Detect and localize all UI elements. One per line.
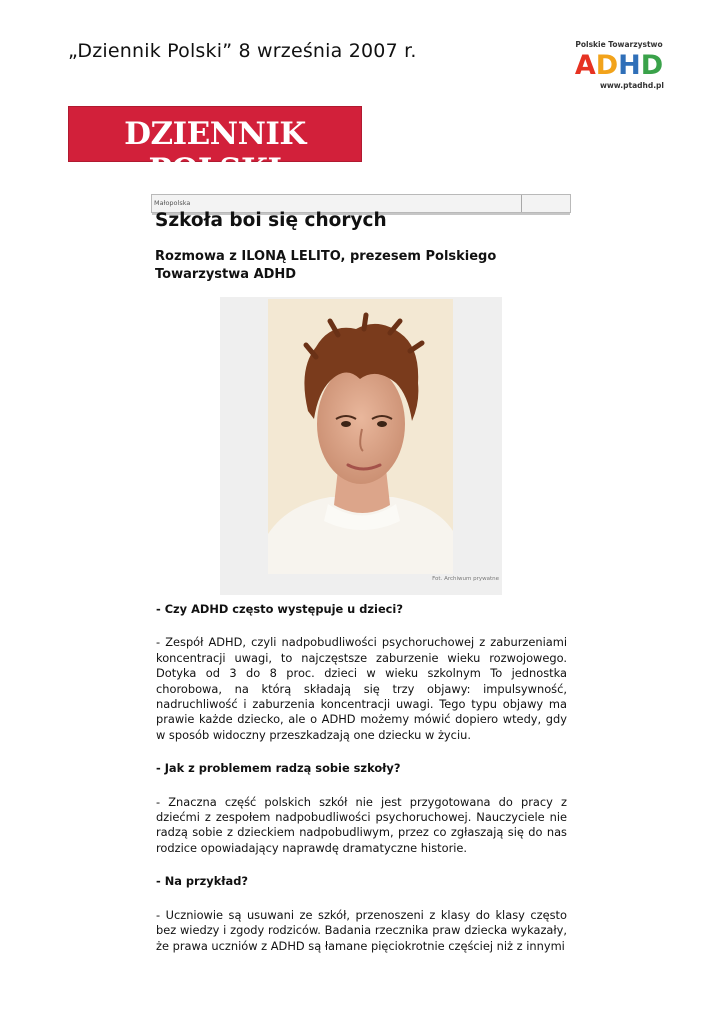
answer: - Uczniowie są usuwani ze szkół, przenoszeni z klasy do klasy często bez wiedzy i zgody rodziców. Badania rzecznika praw dziecka wykazały, że prawa uczniów z ADHD są łamane pięciokrotnie częściej niż z innymi: [156, 907, 567, 953]
article-title: Szkoła boi się chorych: [155, 210, 387, 231]
article-body: [156, 602, 567, 972]
question: - Na przykład?: [156, 874, 248, 889]
source-citation: „Dziennik Polski” 8 września 2007 r.: [68, 40, 417, 62]
ptadhd-logo: [574, 40, 664, 90]
photo-frame: [220, 297, 502, 595]
ptadhd-url[interactable]: www.ptadhd.pl: [599, 81, 664, 90]
adhd-letter: A: [574, 50, 596, 81]
answer: - Znaczna część polskich szkół nie jest przygotowana do pracy z dziećmi z zespołem nadpobudliwości psychoruchowej. Nauczyciele nie radzą sobie z dzieckiem nadpobudliwym, przez co zgłaszają się do nas rodzice opowiadający naprawdę dramatyczne historie.: [156, 794, 567, 855]
adhd-letter: H: [618, 50, 641, 81]
adhd-logo-letters: [574, 50, 664, 80]
section-label[interactable]: Małopolska: [154, 199, 191, 207]
ptadhd-org-name: Polskie Towarzystwo: [575, 40, 663, 49]
portrait-photo: [268, 299, 453, 574]
article-lead: Rozmowa z ILONĄ LELITO, prezesem Polskiego Towarzystwa ADHD: [155, 249, 497, 282]
question: - Jak z problemem radzą sobie szkoły?: [156, 761, 401, 776]
newspaper-masthead: [68, 106, 362, 188]
masthead-title: DZIENNIK POLSKI: [124, 116, 306, 188]
question: - Czy ADHD często występuje u dzieci?: [156, 602, 403, 616]
portrait-illustration: [268, 299, 453, 574]
photo-credit: Fot. Archiwum prywatne: [432, 576, 499, 582]
answer: - Zespół ADHD, czyli nadpobudliwości psychoruchowej z zaburzeniami koncentracji uwagi, to najczęstsze zaburzenie wieku rozwojowego. Dotyka od 3 do 8 proc. dzieci w wieku szkolnym To jednostka chorobowa, na którą składają się trzy objawy: impulsywność, nadruchliwość i zaburzenia koncentracji uwagi. Tego typu objawy ma prawie każde dziecko, ale o ADHD możemy mówić dopiero wtedy, gdy w sposób widoczny przeszkadzają one dziecku w życiu.: [156, 635, 567, 742]
section-bar-divider: [521, 195, 522, 212]
adhd-letter: D: [640, 50, 664, 81]
adhd-letter: D: [595, 50, 619, 81]
